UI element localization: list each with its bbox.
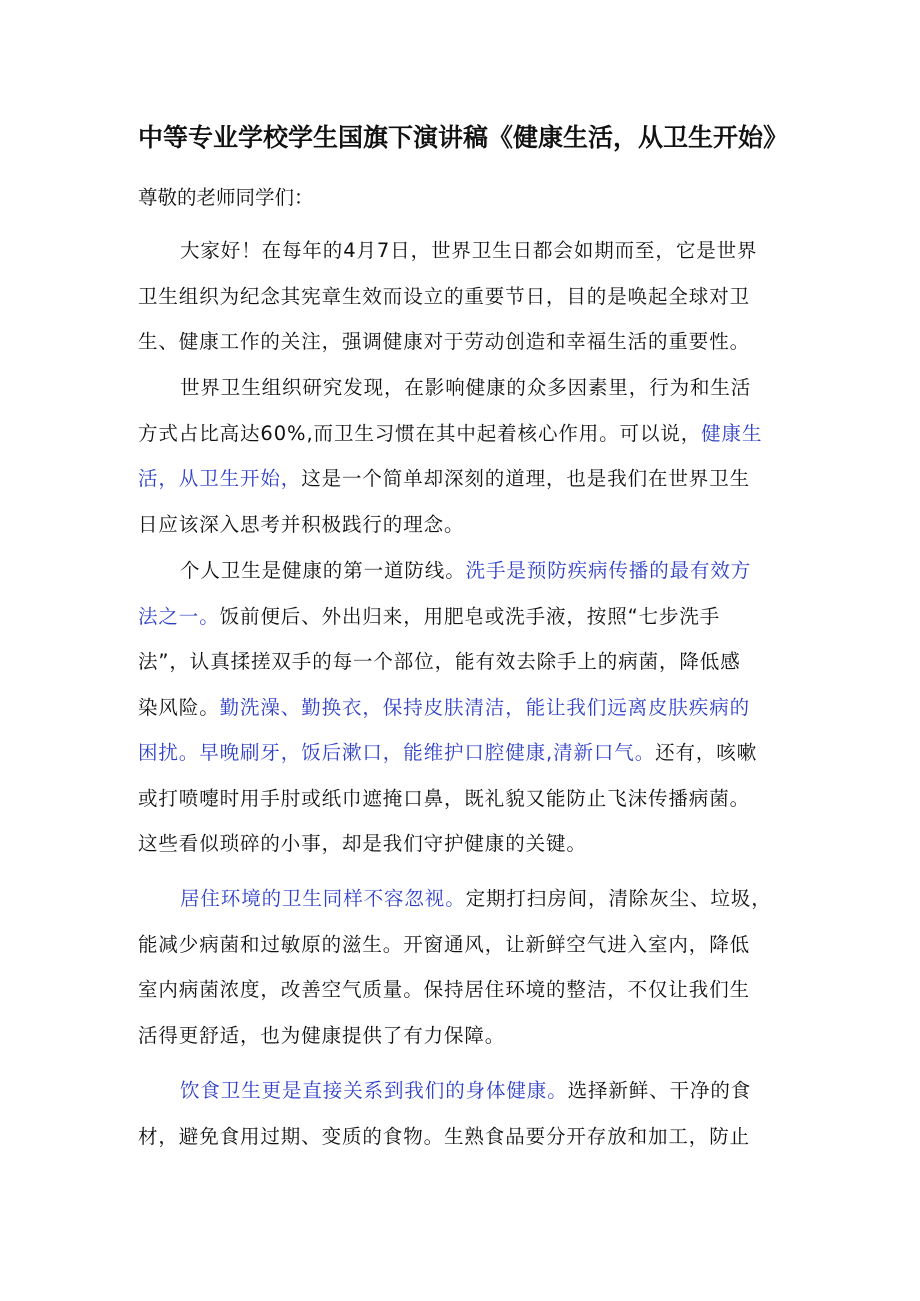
paragraph xyxy=(138,548,798,867)
body-text: 能减少病菌和过敏原的滋生。开窗通风，让新鲜空气进入室内，降低 xyxy=(138,932,751,956)
paragraph xyxy=(138,1068,798,1159)
text-line xyxy=(138,319,798,365)
document-title: 中等专业学校学生国旗下演讲稿《健康生活，从卫生开始》 xyxy=(138,123,789,152)
paragraph xyxy=(138,365,798,547)
body-text: 这是一个简单却深刻的道理，也是我们在世界卫生 xyxy=(301,467,751,490)
highlighted-text: 勤洗澡、勤换衣，保持皮肤清洁，能让我们远离皮肤疾病的 xyxy=(219,695,751,719)
highlighted-text: 活，从卫生开始， xyxy=(138,467,302,490)
text-line xyxy=(138,594,798,640)
body-text: 个人卫生是健康的第一道防线。 xyxy=(180,559,466,582)
body-text: 定期打扫房间，清除灰尘、垃圾， xyxy=(465,887,772,910)
text-line xyxy=(138,876,798,922)
highlighted-text: 居住环境的卫生同样不容忽视。 xyxy=(180,887,466,910)
paragraph xyxy=(138,228,798,365)
greeting-line: 尊敬的老师同学们： xyxy=(138,186,314,209)
highlighted-text: 洗手是预防疾病传播的最有效方 xyxy=(465,559,752,582)
body-text: 还有，咳嗽 xyxy=(655,741,758,764)
text-line xyxy=(138,821,798,867)
text-line xyxy=(138,502,798,548)
body-text: 染风险。 xyxy=(138,695,220,719)
text-line xyxy=(138,228,798,274)
text-line xyxy=(138,776,798,822)
body-text: 或打喷嚏时用手肘或纸巾遮掩口鼻，既礼貌又能防止飞沫传播病菌。 xyxy=(138,786,751,810)
highlighted-text: 健康生 xyxy=(701,421,763,445)
highlighted-text: 困扰。早晚刷牙，饭后漱口，能维护口腔健康,清新口气。 xyxy=(138,741,656,764)
text-line xyxy=(138,456,798,502)
highlighted-text: 饮食卫生更是直接关系到我们的身体健康。 xyxy=(180,1079,568,1102)
text-line xyxy=(138,1013,798,1059)
text-line xyxy=(138,411,798,457)
text-line xyxy=(138,685,798,731)
text-line xyxy=(138,1114,798,1160)
body-text: 方式占比高达60%,而卫生习惯在其中起着核心作用。可以说， xyxy=(138,421,702,445)
body-text: 材，避免食用过期、变质的食物。生熟食品要分开存放和加工，防止 xyxy=(138,1124,751,1148)
body-text: 卫生组织为纪念其宪章生效而设立的重要节日，目的是唤起全球对卫 xyxy=(138,284,751,308)
text-line xyxy=(138,922,798,968)
body-text: 活得更舒适，也为健康提供了有力保障。 xyxy=(138,1023,506,1047)
body-text: 饭前便后、外出归来，用肥皂或洗手液，按照“七步洗手 xyxy=(219,604,721,628)
body-text: 选择新鲜、干净的食 xyxy=(567,1079,752,1102)
highlighted-text: 法之一。 xyxy=(138,604,220,628)
text-line xyxy=(138,1068,798,1114)
body-text: 这些看似琐碎的小事，却是我们守护健康的关键。 xyxy=(138,832,587,855)
body-text: 法”，认真揉搓双手的每一个部位，能有效去除手上的病菌，降低感 xyxy=(138,650,741,673)
text-line xyxy=(138,548,798,594)
text-line xyxy=(138,639,798,685)
body-text: 生、健康工作的关注，强调健康对于劳动创造和幸福生活的重要性。 xyxy=(138,330,751,353)
paragraph xyxy=(138,876,798,1058)
body-text: 世界卫生组织研究发现，在影响健康的众多因素里，行为和生活 xyxy=(180,376,752,399)
body-text: 室内病菌浓度，改善空气质量。保持居住环境的整洁，不仅让我们生 xyxy=(138,978,751,1001)
text-line xyxy=(138,365,798,411)
body-text: 大家好！在每年的4月7日，世界卫生日都会如期而至，它是世界 xyxy=(180,239,758,262)
text-line xyxy=(138,967,798,1013)
text-line xyxy=(138,274,798,320)
body-text: 日应该深入思考并积极践行的理念。 xyxy=(138,512,465,536)
text-line xyxy=(138,730,798,776)
